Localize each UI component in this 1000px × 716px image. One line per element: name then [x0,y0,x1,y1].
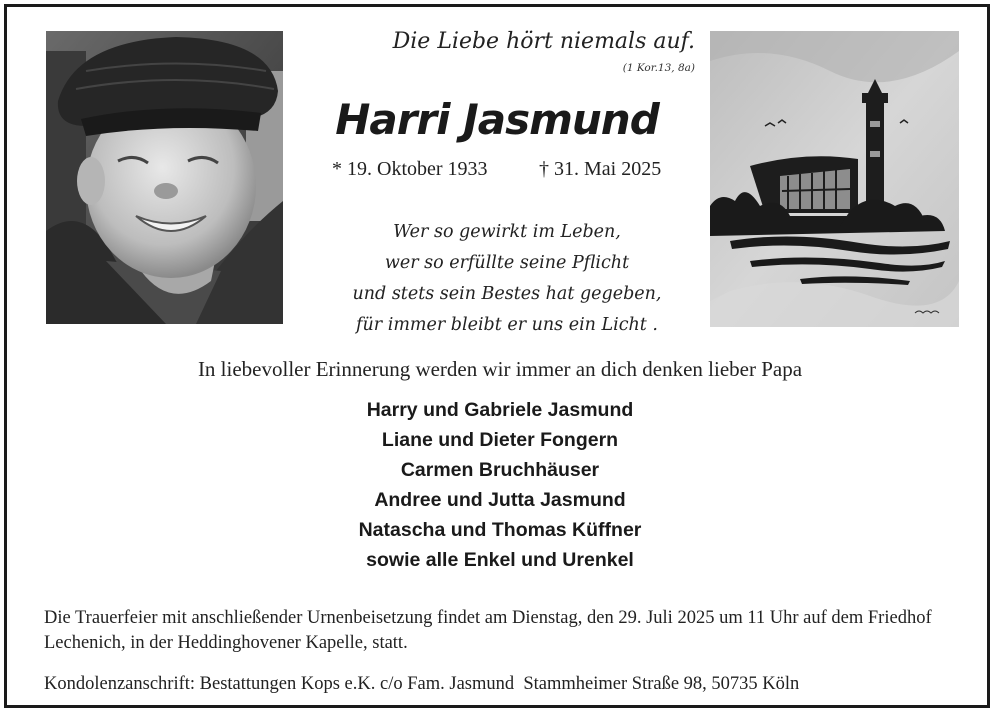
mourner-name: Natascha und Thomas Küffner [358,519,642,541]
epigraph-quote: Die Liebe hört niemals auf. [392,29,695,54]
mourner-name: Harry und Gabriele Jasmund [366,399,634,421]
memorial-poem [297,217,717,341]
condolence-address: Kondolenzanschrift: Bestattungen Kops e.K. c/o Fam. Jasmund Stammheimer Straße 98, 50735 Köln [44,674,800,694]
deceased-name: Harri Jasmund [335,95,659,144]
obituary-notice [4,4,990,708]
death-date: † 31. Mai 2025 [539,158,662,180]
epigraph-reference: (1 Kor.13, 8a) [622,62,695,74]
funeral-service-info: Die Trauerfeier mit anschließender Urnenbeisetzung findet am Dienstag, den 29. Juli 2025 um 11 Uhr auf dem Friedhof Lechenich, in der Heddinghovener Kapelle, statt. [44,608,932,653]
birth-date: * 19. Oktober 1933 [332,158,488,180]
poem-line: und stets sein Bestes hat gegeben, [352,284,662,304]
mourner-name: Andree und Jutta Jasmund [374,489,626,511]
mourner-name: Liane und Dieter Fongern [381,429,619,451]
poem-line: wer so erfüllte seine Pflicht [384,253,630,273]
portrait-photo [46,31,283,324]
mourners-list [7,395,993,575]
poem-line: Wer so gewirkt im Leben, [393,222,621,242]
poem-line: für immer bleibt er uns ein Licht . [356,315,658,335]
mourner-name: sowie alle Enkel und Urenkel [366,549,634,571]
portrait-illustration [46,31,283,324]
lighthouse-illustration [710,31,959,327]
lighthouse-painting [710,31,959,327]
mourner-name: Carmen Bruchhäuser [400,459,600,481]
memorial-text: In liebevoller Erinnerung werden wir immer an dich denken lieber Papa [197,357,803,381]
